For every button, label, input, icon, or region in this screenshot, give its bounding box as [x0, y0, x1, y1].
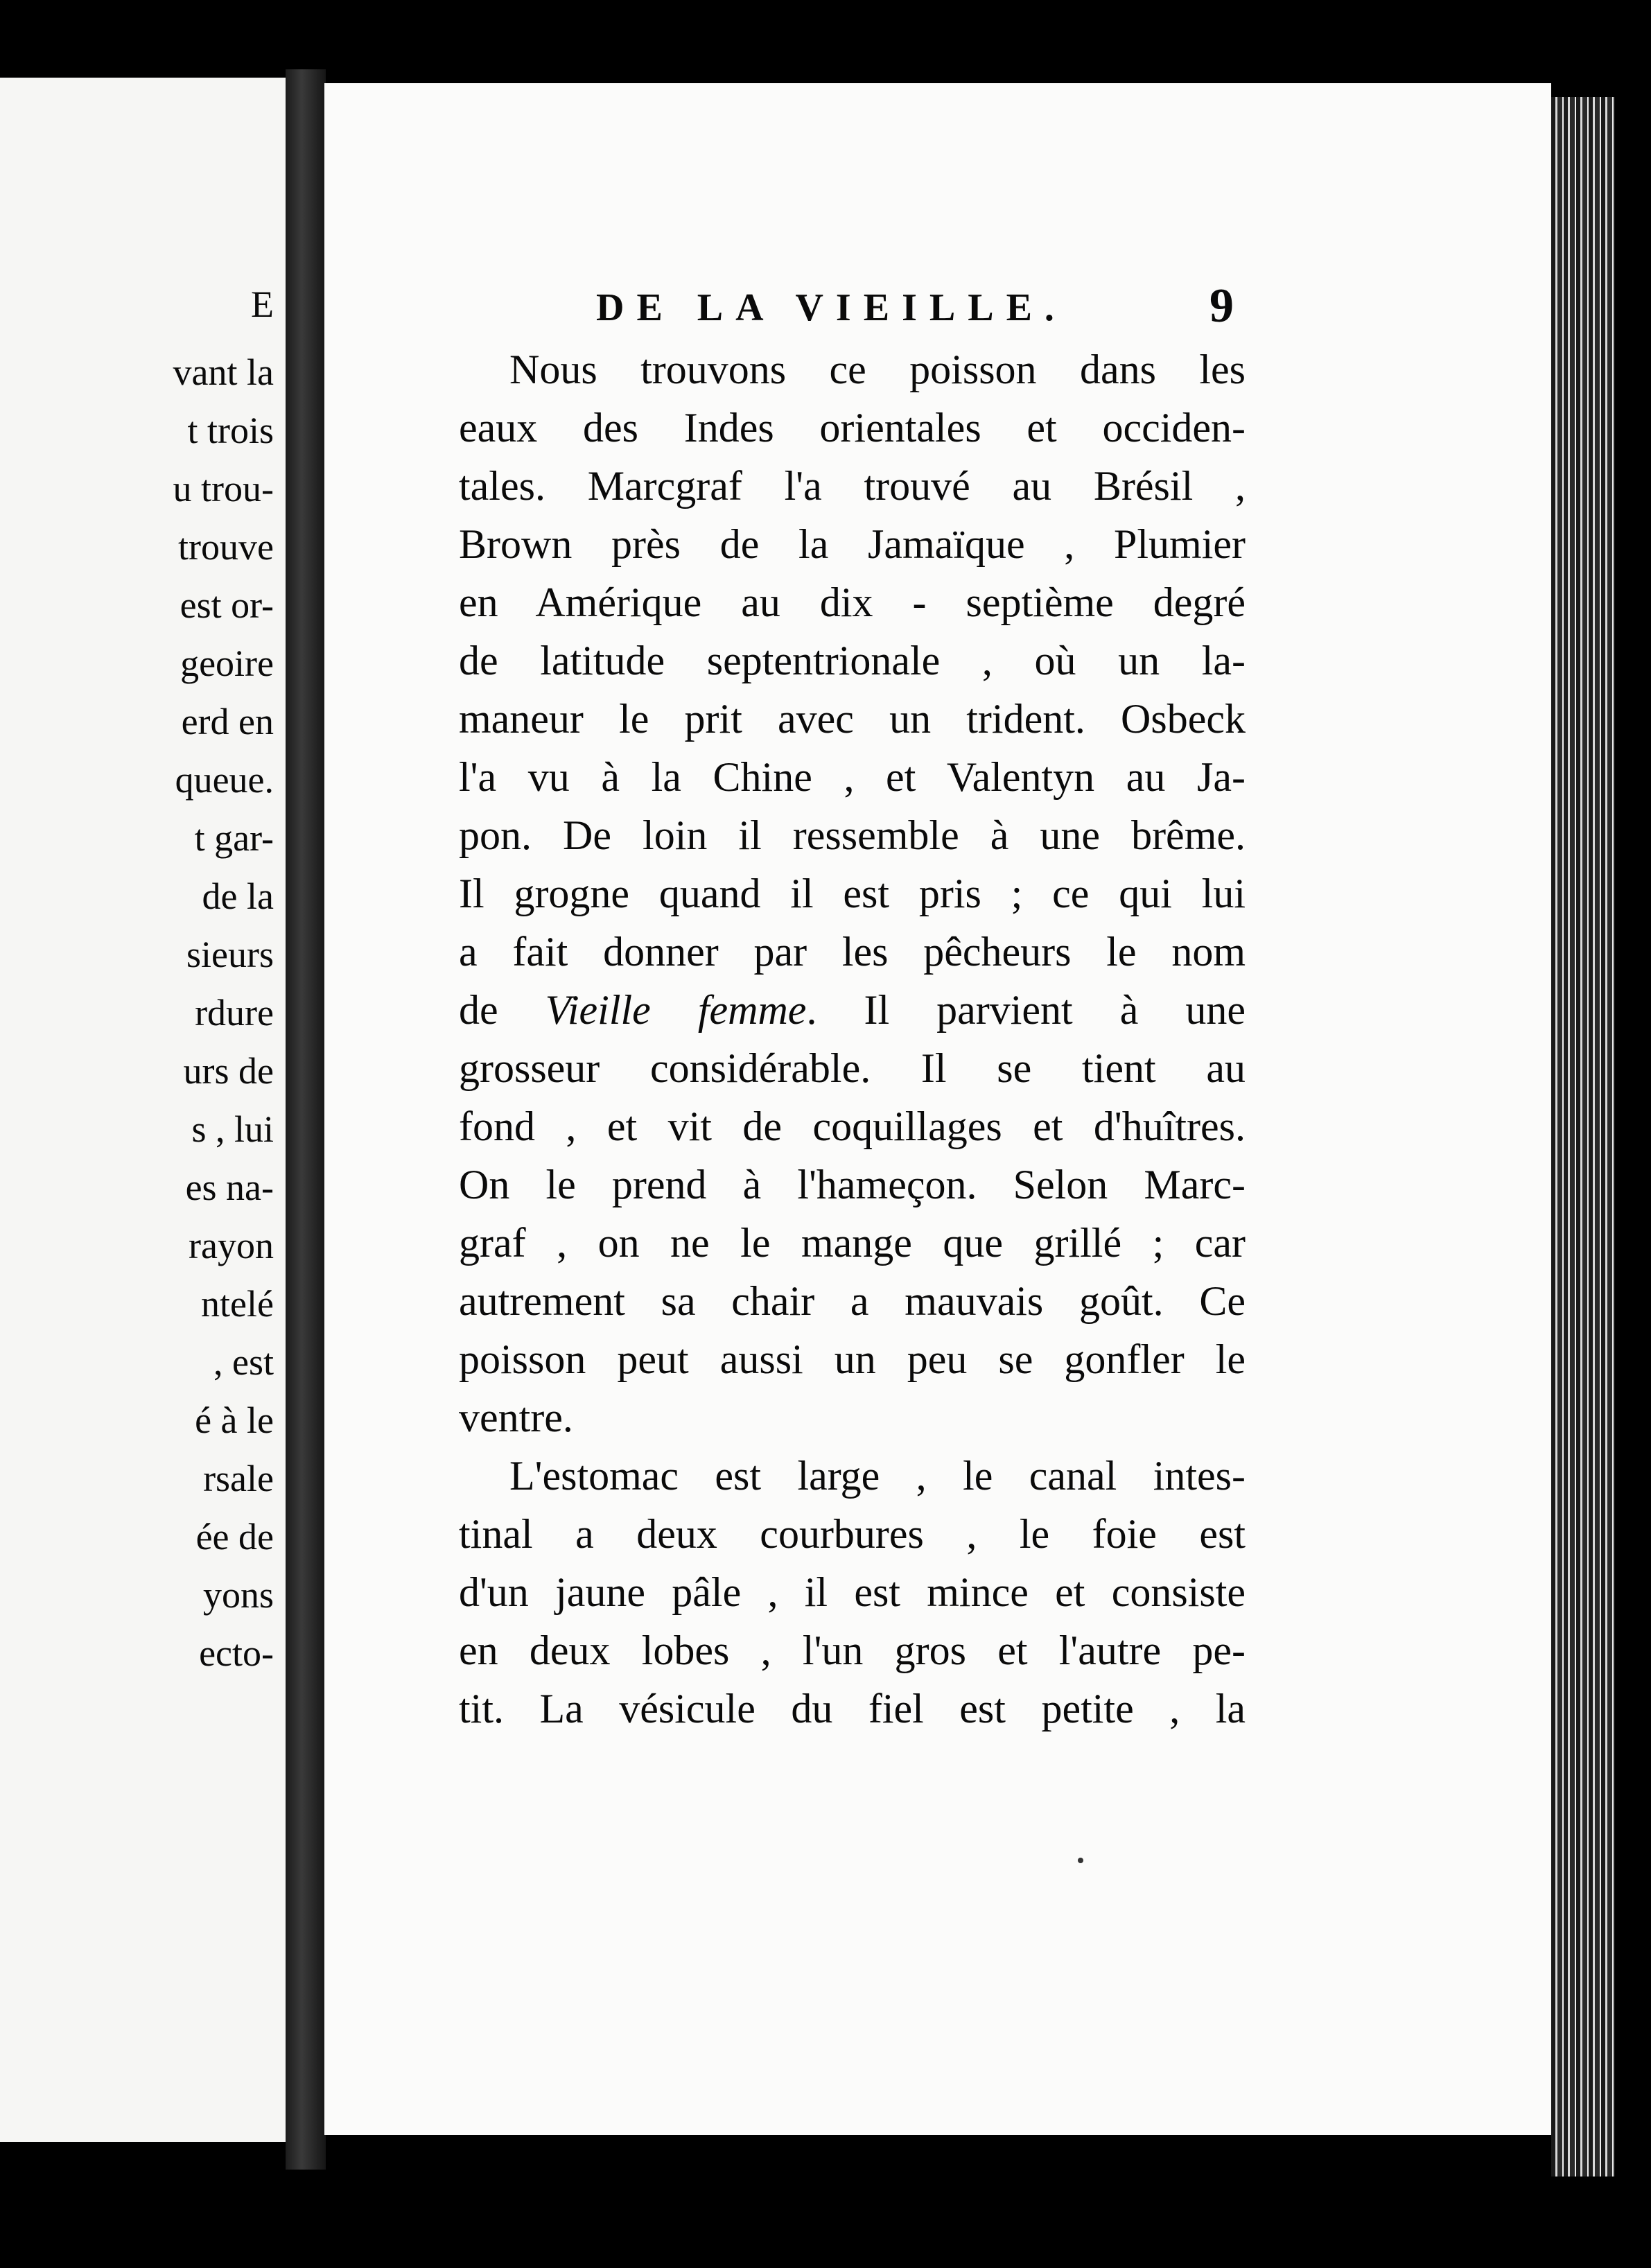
left-page-fragment: sieurs	[186, 934, 274, 975]
body-text-line: On le prend à l'hameçon. Selon Marc-	[459, 1162, 1246, 1207]
left-page-fragment: ecto-	[199, 1632, 274, 1674]
page-edges	[1551, 97, 1615, 2177]
left-page-fragment: t gar-	[194, 817, 274, 859]
body-text-line: autrement sa chair a mauvais goût. Ce	[459, 1278, 1246, 1324]
left-page-fragment: trouve	[178, 526, 274, 568]
left-page-fragment: urs de	[183, 1050, 274, 1092]
body-text-line: ventre.	[459, 1395, 573, 1440]
body-text-line: L'estomac est large , le canal intes-	[509, 1453, 1246, 1499]
body-text-line: pon. De loin il ressemble à une brême.	[459, 812, 1246, 858]
body-text-line: graf , on ne le mange que grillé ; car	[459, 1220, 1246, 1266]
body-text-line: Brown près de la Jamaïque , Plumier	[459, 521, 1246, 567]
left-page-fragment: u trou-	[173, 468, 274, 509]
page-number: 9	[1209, 279, 1234, 333]
left-page-fragment: t trois	[187, 410, 274, 451]
left-page-fragment: erd en	[181, 701, 274, 742]
body-text-line: a fait donner par les pêcheurs le nom	[459, 929, 1246, 975]
body-text-line: de latitude septentrionale , où un la-	[459, 638, 1246, 683]
left-page-fragment: queue.	[175, 759, 274, 801]
text-run: . Il parvient à une	[806, 987, 1246, 1033]
body-text-line: Il grogne quand il est pris ; ce qui lui	[459, 871, 1246, 916]
body-text-line: eaux des Indes orientales et occiden-	[459, 405, 1246, 451]
left-page-fragment: est or-	[180, 584, 274, 626]
left-page-fragment: é à le	[195, 1399, 274, 1441]
body-text-line: poisson peut aussi un peu se gonfler le	[459, 1336, 1246, 1382]
text-run: de	[459, 987, 498, 1033]
body-text-line: Nous trouvons ce poisson dans les	[509, 347, 1246, 392]
left-page-fragment: vant la	[173, 351, 274, 393]
left-page-fragment: , est	[213, 1341, 274, 1383]
body-text-line: d'un jaune pâle , il est mince et consiste	[459, 1569, 1246, 1615]
body-text-line: l'a vu à la Chine , et Valentyn au Ja-	[459, 754, 1246, 800]
body-text-line: maneur le prit avec un trident. Osbeck	[459, 696, 1246, 742]
body-text-line: tit. La vésicule du fiel est petite , la	[459, 1686, 1246, 1731]
left-page-fragment: rdure	[195, 992, 274, 1033]
left-facing-page	[0, 78, 288, 2142]
left-page-fragment: s , lui	[191, 1108, 274, 1150]
left-page-fragment: ntelé	[201, 1283, 274, 1325]
body-text-line: tinal a deux courbures , le foie est	[459, 1511, 1246, 1557]
italic-term: Vieille femme	[545, 987, 807, 1033]
left-page-fragment: ée de	[195, 1516, 274, 1558]
left-page-fragment: rsale	[203, 1458, 274, 1499]
left-page-fragment: de la	[202, 875, 274, 917]
paper-speck	[1078, 1858, 1083, 1863]
body-text-line: grosseur considérable. Il se tient au	[459, 1045, 1246, 1091]
running-head: DE LA VIEILLE.	[596, 286, 1067, 329]
left-page-fragment: yons	[202, 1574, 274, 1616]
body-text-line: fond , et vit de coquillages et d'huîtres.	[459, 1104, 1246, 1149]
body-text-line: tales. Marcgraf l'a trouvé au Brésil ,	[459, 463, 1246, 509]
left-page-fragment: rayon	[189, 1225, 274, 1266]
left-page-fragment: geoire	[180, 643, 274, 684]
left-page-fragment: es na-	[185, 1167, 274, 1208]
body-text-line-italic	[459, 987, 1246, 1033]
left-page-fragment: E	[251, 284, 274, 325]
body-text-line: en deux lobes , l'un gros et l'autre pe-	[459, 1628, 1246, 1673]
book-gutter	[286, 69, 326, 2170]
body-text-line: en Amérique au dix - septième degré	[459, 579, 1246, 625]
